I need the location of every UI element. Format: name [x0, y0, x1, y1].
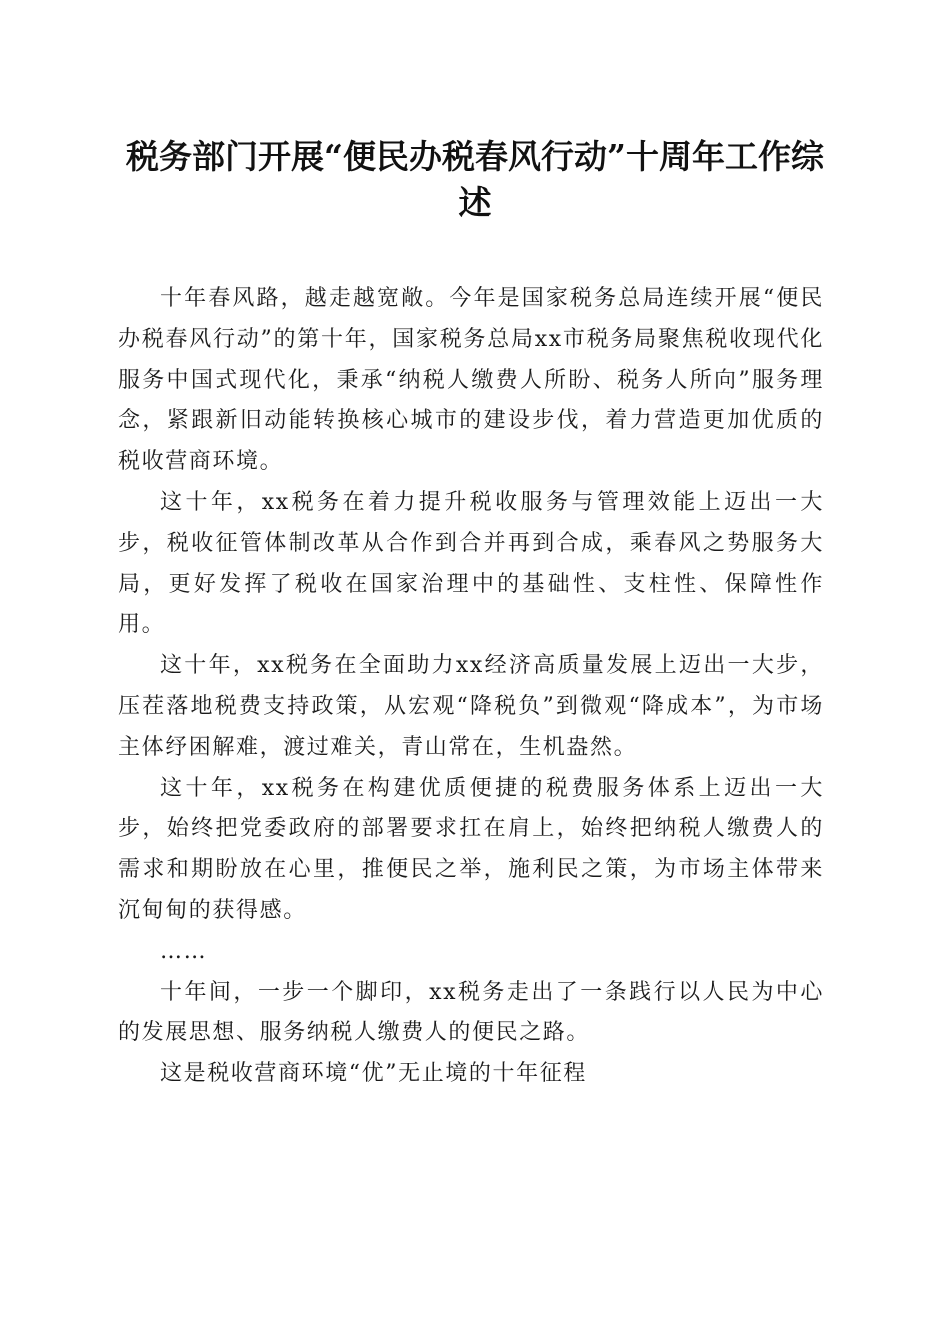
paragraph-decade-service: 这十年，xx税务在构建优质便捷的税费服务体系上迈出一大步，始终把党委政府的部署要求扛在肩上，始终把纳税人缴费人的需求和期盼放在心里，推便民之举，施利民之策，为市场主体带来沉甸甸的获得感。	[118, 775, 824, 923]
document-body	[118, 279, 824, 1095]
paragraph-summary: 十年间，一步一个脚印，xx税务走出了一条践行以人民为中心的发展思想、服务纳税人缴费人的便民之路。	[118, 979, 824, 1046]
paragraph-intro: 十年春风路，越走越宽敞。今年是国家税务总局连续开展“便民办税春风行动”的第十年，国家税务总局xx市税务局聚焦税收现代化服务中国式现代化，秉承“纳税人缴费人所盼、税务人所向”服务理念，紧跟新旧动能转换核心城市的建设步伐，着力营造更加优质的税收营商环境。	[118, 286, 824, 475]
document-title: 税务部门开展“便民办税春风行动”十周年工作综述	[126, 137, 824, 222]
paragraph-section-heading: 这是税收营商环境“优”无止境的十年征程	[160, 1061, 587, 1087]
paragraph-decade-economy: 这十年，xx税务在全面助力xx经济高质量发展上迈出一大步，压茬落地税费支持政策，从宏观“降税负”到微观“降成本”，为市场主体纾困解难，渡过难关，青山常在，生机盎然。	[118, 653, 824, 760]
paragraph-ellipsis: ……	[160, 938, 208, 964]
paragraph-decade-governance: 这十年，xx税务在着力提升税收服务与管理效能上迈出一大步，税收征管体制改革从合作到合并再到合成，乘春风之势服务大局，更好发挥了税收在国家治理中的基础性、支柱性、保障性作用。	[118, 489, 824, 638]
